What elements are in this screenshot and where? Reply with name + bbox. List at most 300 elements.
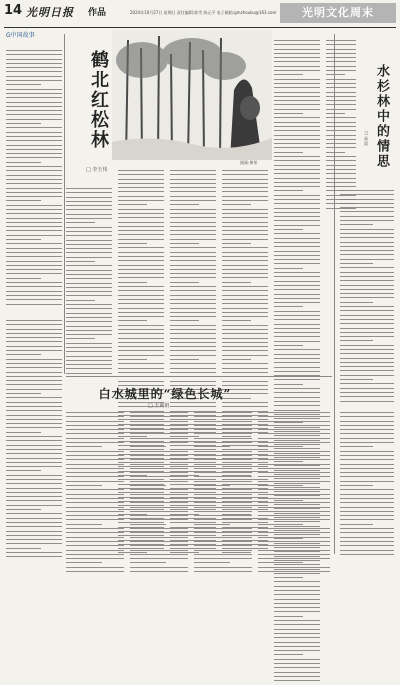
text-line [274,195,320,196]
text-line [66,244,112,245]
text-line [6,132,62,133]
text-line [6,462,62,463]
text-line [222,368,268,369]
text-line [222,316,268,317]
text-line [340,229,394,230]
text-line [194,455,252,456]
text-line [170,200,216,201]
text-line [6,483,62,484]
text-line [170,252,216,253]
text-line [66,464,124,465]
text-line [274,173,320,174]
text-line [274,341,320,342]
text-line [194,476,252,477]
text-line [222,299,268,300]
text-line [274,135,320,136]
text-line [66,519,124,520]
text-line [130,528,188,529]
text-line [66,205,112,206]
text-line [340,323,394,324]
text-line [326,66,356,67]
text-line [274,152,303,153]
text-line [130,511,188,512]
text-line [274,637,320,638]
text-line [326,87,356,88]
text-line [118,234,164,235]
text-line [66,562,102,563]
text-line [170,174,216,175]
text-line [130,494,188,495]
text-line [258,459,330,460]
text-line [170,342,216,343]
text-line [340,485,373,486]
text-line [6,350,62,351]
text-line [6,67,62,68]
text-line [222,325,268,326]
text-line [6,149,62,150]
text-line [118,273,164,274]
text-line [340,259,394,260]
text-line [118,381,164,382]
text-line [258,468,330,469]
text-line [66,494,124,495]
text-line [130,519,188,520]
text-line [222,226,268,227]
text-line [274,319,320,320]
text-line [258,571,330,572]
text-line [130,502,188,503]
text-line [326,182,356,183]
text-line [274,405,320,406]
text-line [170,325,216,326]
text-line [258,412,330,413]
text-line [274,276,320,277]
text-line [340,211,394,212]
text-line [274,139,320,140]
text-line [6,492,62,493]
text-line [6,539,62,540]
text-line [170,355,216,356]
text-line [326,173,356,174]
text-line [222,363,268,364]
text-line [6,218,62,219]
text-line [66,532,124,533]
text-line [222,256,268,257]
text-line [66,222,95,223]
text-line [6,97,62,98]
text-line [326,126,356,127]
text-line [66,214,112,215]
text-line [118,338,164,339]
text-line [66,360,112,361]
side-body-column [340,190,394,405]
text-line [66,347,112,348]
text-line [6,278,41,279]
text-line [274,117,320,118]
text-line [66,326,112,327]
text-line [274,44,320,45]
text-line [6,252,62,253]
text-line [130,438,188,439]
text-line [340,302,373,303]
text-line [274,594,320,595]
text-line [222,170,268,171]
text-line [66,438,124,439]
text-line [6,406,62,407]
text-line [194,507,252,508]
header-info: 2024年10月27日 星期日 责任编辑:陈雪 陈元平 电子邮箱:gmzhouku@163.com [130,10,277,15]
text-line [6,367,62,368]
text-line [66,343,112,344]
text-line [274,646,320,647]
text-line [274,208,320,209]
text-line [6,59,62,60]
text-line [170,213,216,214]
text-line [170,191,216,192]
text-line [274,182,320,183]
text-line [66,274,112,275]
text-line [170,282,199,283]
text-line [130,554,188,555]
text-line [258,502,330,503]
text-line [6,535,62,536]
text-line [326,117,356,118]
text-line [274,358,320,359]
text-line [340,550,394,551]
text-line [340,366,394,367]
text-line [340,293,394,294]
text-line [274,354,320,355]
text-line [130,558,188,559]
text-line [118,286,164,287]
text-line [194,571,252,572]
text-line [6,179,62,180]
text-line [340,328,394,329]
text-line [194,429,252,430]
text-line [6,466,62,467]
text-line [326,186,356,187]
text-line [340,519,394,520]
text-line [6,157,62,158]
text-line [326,113,345,114]
text-line [258,524,303,525]
text-line [326,104,356,105]
text-line [66,338,95,339]
lower-body-column-4 [258,412,330,575]
text-line [194,438,252,439]
text-line [66,524,102,525]
text-line [170,312,216,313]
text-line [170,290,216,291]
text-line [222,209,268,210]
text-line [340,524,373,525]
text-line [130,455,188,456]
text-line [66,192,112,193]
text-line [6,71,62,72]
text-line [170,183,216,184]
text-line [6,380,62,381]
text-line [6,475,62,476]
column-divider [334,34,335,554]
text-line [340,396,394,397]
text-line [340,489,394,490]
text-line [118,213,164,214]
text-line [274,61,320,62]
text-line [170,372,216,373]
text-line [170,222,216,223]
column-label: G中国故事 [6,32,35,39]
text-line [118,333,164,334]
text-line [118,222,164,223]
text-line [194,421,252,422]
text-line [326,152,345,153]
text-line [340,442,394,443]
text-line [118,355,164,356]
main-article-title: 鹤北红松林 [88,50,109,150]
text-line [274,397,320,398]
text-line [118,247,164,248]
text-line [194,515,252,516]
text-line [340,528,394,529]
text-line [274,160,320,161]
text-line [274,251,320,252]
text-line [222,239,268,240]
text-line [118,303,164,304]
lower-body-column-3 [194,412,252,575]
text-line [258,558,330,559]
text-line [194,472,252,473]
text-line [326,70,356,71]
text-line [6,518,62,519]
text-line [66,287,112,288]
text-line [130,468,188,469]
text-line [340,545,394,546]
text-line [274,147,320,148]
text-line [6,341,62,342]
forest-illustration [112,30,272,160]
text-line [194,485,230,486]
text-line [258,442,330,443]
text-line [258,476,330,477]
text-line [66,201,112,202]
text-line [170,239,216,240]
text-line [118,342,164,343]
text-line [66,364,112,365]
text-line [222,230,268,231]
text-line [6,432,41,433]
text-line [340,272,394,273]
text-line [222,204,251,205]
text-line [340,459,394,460]
header-rule [4,27,396,28]
text-line [6,54,62,55]
text-line [118,269,164,270]
text-line [274,620,320,621]
text-line [274,336,320,337]
text-line [340,237,394,238]
text-line [340,242,394,243]
text-line [274,263,320,264]
text-line [340,254,394,255]
text-line [170,209,216,210]
text-line [222,252,268,253]
text-line [274,285,320,286]
text-line [274,306,303,307]
text-line [170,217,216,218]
text-line [6,192,62,193]
text-line [194,412,252,413]
text-line [258,550,330,551]
text-line [194,545,252,546]
text-line [340,190,394,191]
text-line [222,191,268,192]
text-line [130,446,166,447]
text-line [6,372,62,373]
text-line [222,247,268,248]
text-line [340,280,394,281]
text-line [6,119,62,120]
text-line [6,93,62,94]
text-line [222,179,268,180]
text-line [274,190,303,191]
text-line [274,66,320,67]
text-line [274,379,320,380]
text-line [274,349,320,350]
text-line [274,199,320,200]
text-line [274,70,320,71]
text-line [66,197,112,198]
text-line [326,74,345,75]
text-line [118,170,164,171]
text-line [66,459,124,460]
text-line [66,468,124,469]
text-line [258,446,303,447]
text-line [326,79,356,80]
text-line [6,449,62,450]
text-line [274,392,320,393]
text-line [170,308,216,309]
text-line [118,174,164,175]
text-line [194,464,252,465]
text-line [340,537,394,538]
text-line [170,381,216,382]
text-line [130,464,188,465]
text-line [66,235,112,236]
text-line [274,388,320,389]
text-line [66,412,124,413]
text-line [6,531,62,532]
text-line [170,406,216,407]
text-line [6,376,62,377]
text-line [130,481,188,482]
text-line [340,276,394,277]
section-divider [66,376,332,377]
text-line [130,537,188,538]
text-line [170,273,216,274]
text-line [130,442,188,443]
text-line [274,611,320,612]
text-line [6,505,62,506]
text-line [222,342,268,343]
text-line [326,143,356,144]
text-line [130,425,188,426]
text-line [194,425,252,426]
text-line [66,541,124,542]
text-line [274,590,320,591]
text-line [118,282,147,283]
text-line [274,113,303,114]
text-line [258,554,330,555]
text-line [66,283,112,284]
text-line [6,346,62,347]
text-line [274,599,320,600]
text-line [6,80,62,81]
text-line [66,308,112,309]
text-line [274,332,320,333]
text-line [340,340,373,341]
text-line [340,425,394,426]
text-line [66,537,124,538]
text-line [118,191,164,192]
text-line [66,528,124,529]
text-line [118,372,164,373]
text-line [66,429,124,430]
text-line [170,265,216,266]
text-line [340,464,394,465]
text-line [6,239,41,240]
text-line [194,468,252,469]
text-line [274,83,320,84]
body-column-2 [66,188,112,377]
text-line [6,209,62,210]
text-line [6,363,62,364]
text-line [222,273,268,274]
text-line [340,194,394,195]
paper-logo: 光明日报 [26,6,74,19]
text-line [258,485,303,486]
text-line [274,676,320,677]
text-line [274,401,320,402]
text-line [6,76,62,77]
text-line [274,104,320,105]
text-line [340,446,373,447]
text-line [326,130,356,131]
text-line [6,458,62,459]
side-article-title: 水杉林中的情思 [374,64,389,169]
text-line [6,324,62,325]
text-line [258,438,330,439]
text-line [6,63,62,64]
text-line [326,92,356,93]
text-line [6,188,62,189]
text-line [222,260,268,261]
text-line [274,298,320,299]
text-line [118,295,164,296]
text-line [274,667,320,668]
text-line [6,295,62,296]
text-line [170,256,216,257]
text-line [118,260,164,261]
text-line [274,577,303,578]
text-line [6,389,62,390]
text-line [194,532,252,533]
text-line [274,233,320,234]
text-line [258,433,330,434]
text-line [118,316,164,317]
text-line [6,50,62,51]
text-line [130,459,188,460]
text-line [6,265,62,266]
